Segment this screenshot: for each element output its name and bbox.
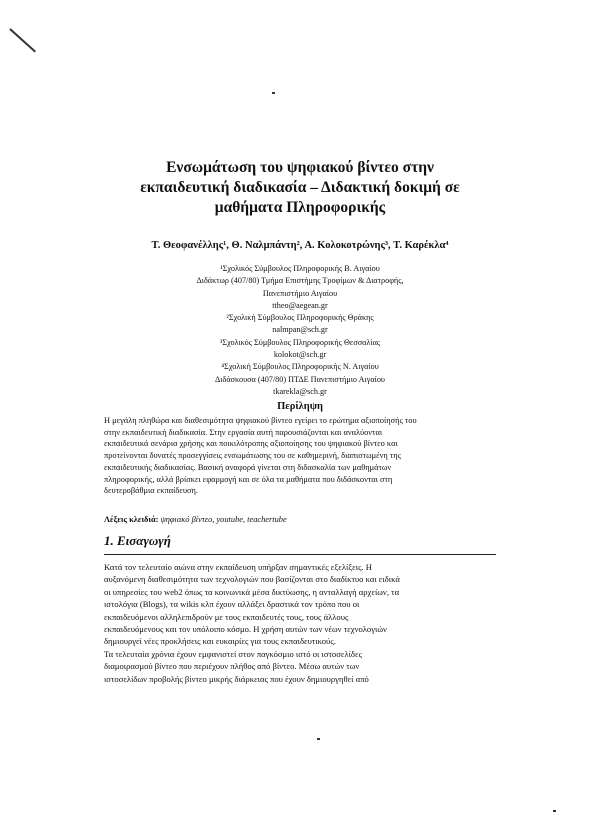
author-list: Τ. Θεοφανέλλης¹, Θ. Ναλμπάντη², Α. Κολοκοτρώνης³, Τ. Καρέκλα⁴ (151, 240, 449, 251)
section-body (104, 561, 496, 685)
body-line: δημιουργεί νέες προκλήσεις και ευκαιρίες για τους εκπαιδευτικούς. (104, 636, 336, 647)
title-line: εκπαιδευτική διαδικασία – Διδακτική δοκιμή σε (140, 179, 460, 196)
abstract-line: δευτεροβάθμια εκπαίδευση. (104, 486, 198, 496)
abstract-line: πληροφορικής, αλλά βρίσκει εφαρμογή και σε όλα τα μαθήματα που διδάσκονται στη (104, 474, 393, 484)
body-line: αυξανόμενη διαθεσιμότητα των τεχνολογιών που βασίζονται στο διαδίκτυο και ειδικά (104, 574, 400, 585)
scan-speck (272, 92, 275, 94)
affiliation-line: Διδάσκουσα (407/80) ΠΤΔΕ Πανεπιστήμιο Αιγαίου (215, 374, 385, 384)
body-line: Τα τελευταία χρόνια έχουν εμφανιστεί στον παγκόσμιο ιστό οι ιστοσελίδες (104, 648, 362, 659)
affiliation-email: tkarekla@sch.gr (273, 386, 327, 396)
affiliation-email: ttheo@aegean.gr (272, 300, 328, 310)
body-line: εκπαιδευόμενοι αλληλεπιδρούν με τους εκπαιδευτές τους, τους άλλους (104, 611, 349, 622)
title-line: Ενσωμάτωση του ψηφιακού βίντεο στην (166, 159, 434, 176)
body-line: ιστοσελίδων προβολής βίντεο μικρής διάρκειας που έχουν δημιουργηθεί από (104, 673, 369, 684)
scan-speck (317, 738, 320, 740)
affiliation-email: kolokot@sch.gr (273, 350, 327, 360)
abstract-line: προτείνονται δυνατές προσεγγίσεις ενσωμάτωσης του σε καθημερινή, διαπιστωμένη της (104, 451, 401, 461)
abstract-line: εκπαιδευτικής διαδικασίας. Βασική αναφορά γίνεται στη διδασκαλία των μαθημάτων (104, 462, 392, 472)
abstract-text (104, 415, 496, 497)
scan-mark (9, 28, 36, 52)
abstract-line: στην εκπαιδευτική διαδικασία. Στην εργασία αυτή παρουσιάζονται και αναλύονται (104, 427, 383, 437)
body-line: οι υπηρεσίες του web2 όπως τα κοινωνικά μέσα δικτύωσης, η ανταλλαγή αρχείων, τα (104, 586, 400, 597)
body-line: ιστολόγια (Blogs), τα wikis κλπ έχουν αλλάξει δραστικά τον τρόπο που οι (104, 599, 360, 610)
affiliation-line: Διδάκτωρ (407/80) Τμήμα Επιστήμης Τροφίμων & Διατροφής, (196, 276, 404, 286)
keywords (104, 514, 496, 526)
body-line: διαμοιρασμού βίντεο που περιέχουν πλήθος από βίντεο. Μέσω αυτών των (104, 661, 360, 672)
affiliation-email: nalmpan@sch.gr (272, 325, 328, 335)
body-line: εκπαιδευόμενους και τον υπόλοιπο κόσμο. Η χρήση αυτών των νέων τεχνολογιών (104, 624, 387, 635)
section-heading: 1. Εισαγωγή (104, 533, 171, 548)
scan-speck (553, 810, 556, 812)
affiliation-line: Πανεπιστήμιο Αιγαίου (262, 288, 338, 298)
abstract-line: εκπαιδευτικά σενάρια χρήσης και ποικιλότροπης αξιοποίησης του ψηφιακού βίντεο και (104, 439, 398, 449)
affiliation-line: ³Σχολικός Σύμβουλος Πληροφορικής Θεσσαλίας (219, 337, 381, 347)
paper-title (120, 158, 480, 218)
body-line: Κατά τον τελευταίο αιώνα στην εκπαίδευση υπήρξαν σημαντικές εξελίξεις. Η (104, 562, 372, 572)
affiliations (120, 263, 480, 398)
affiliation-line: ²Σχολική Σύμβουλος Πληροφορικής Θράκης (226, 313, 374, 323)
section-divider (104, 554, 496, 555)
abstract-heading: Περίληψη (277, 401, 323, 412)
affiliation-line: ¹Σχολικός Σύμβουλος Πληροφορικής Β. Αιγαίου (220, 264, 380, 273)
abstract-line: Η μεγάλη πληθώρα και διαθεσιμότητα ψηφιακού βίντεο εγείρει το ερώτημα αξιοποίησής του (104, 416, 417, 425)
keywords-label: Λέξεις κλειδιά: (104, 515, 159, 524)
keywords-list: ψηφιακό βίντεο, youtube, teachertube (160, 515, 287, 524)
affiliation-line: ⁴Σχολική Σύμβουλος Πληροφορικής Ν. Αιγαίου (221, 362, 379, 372)
title-line: μαθήματα Πληροφορικής (214, 199, 386, 216)
